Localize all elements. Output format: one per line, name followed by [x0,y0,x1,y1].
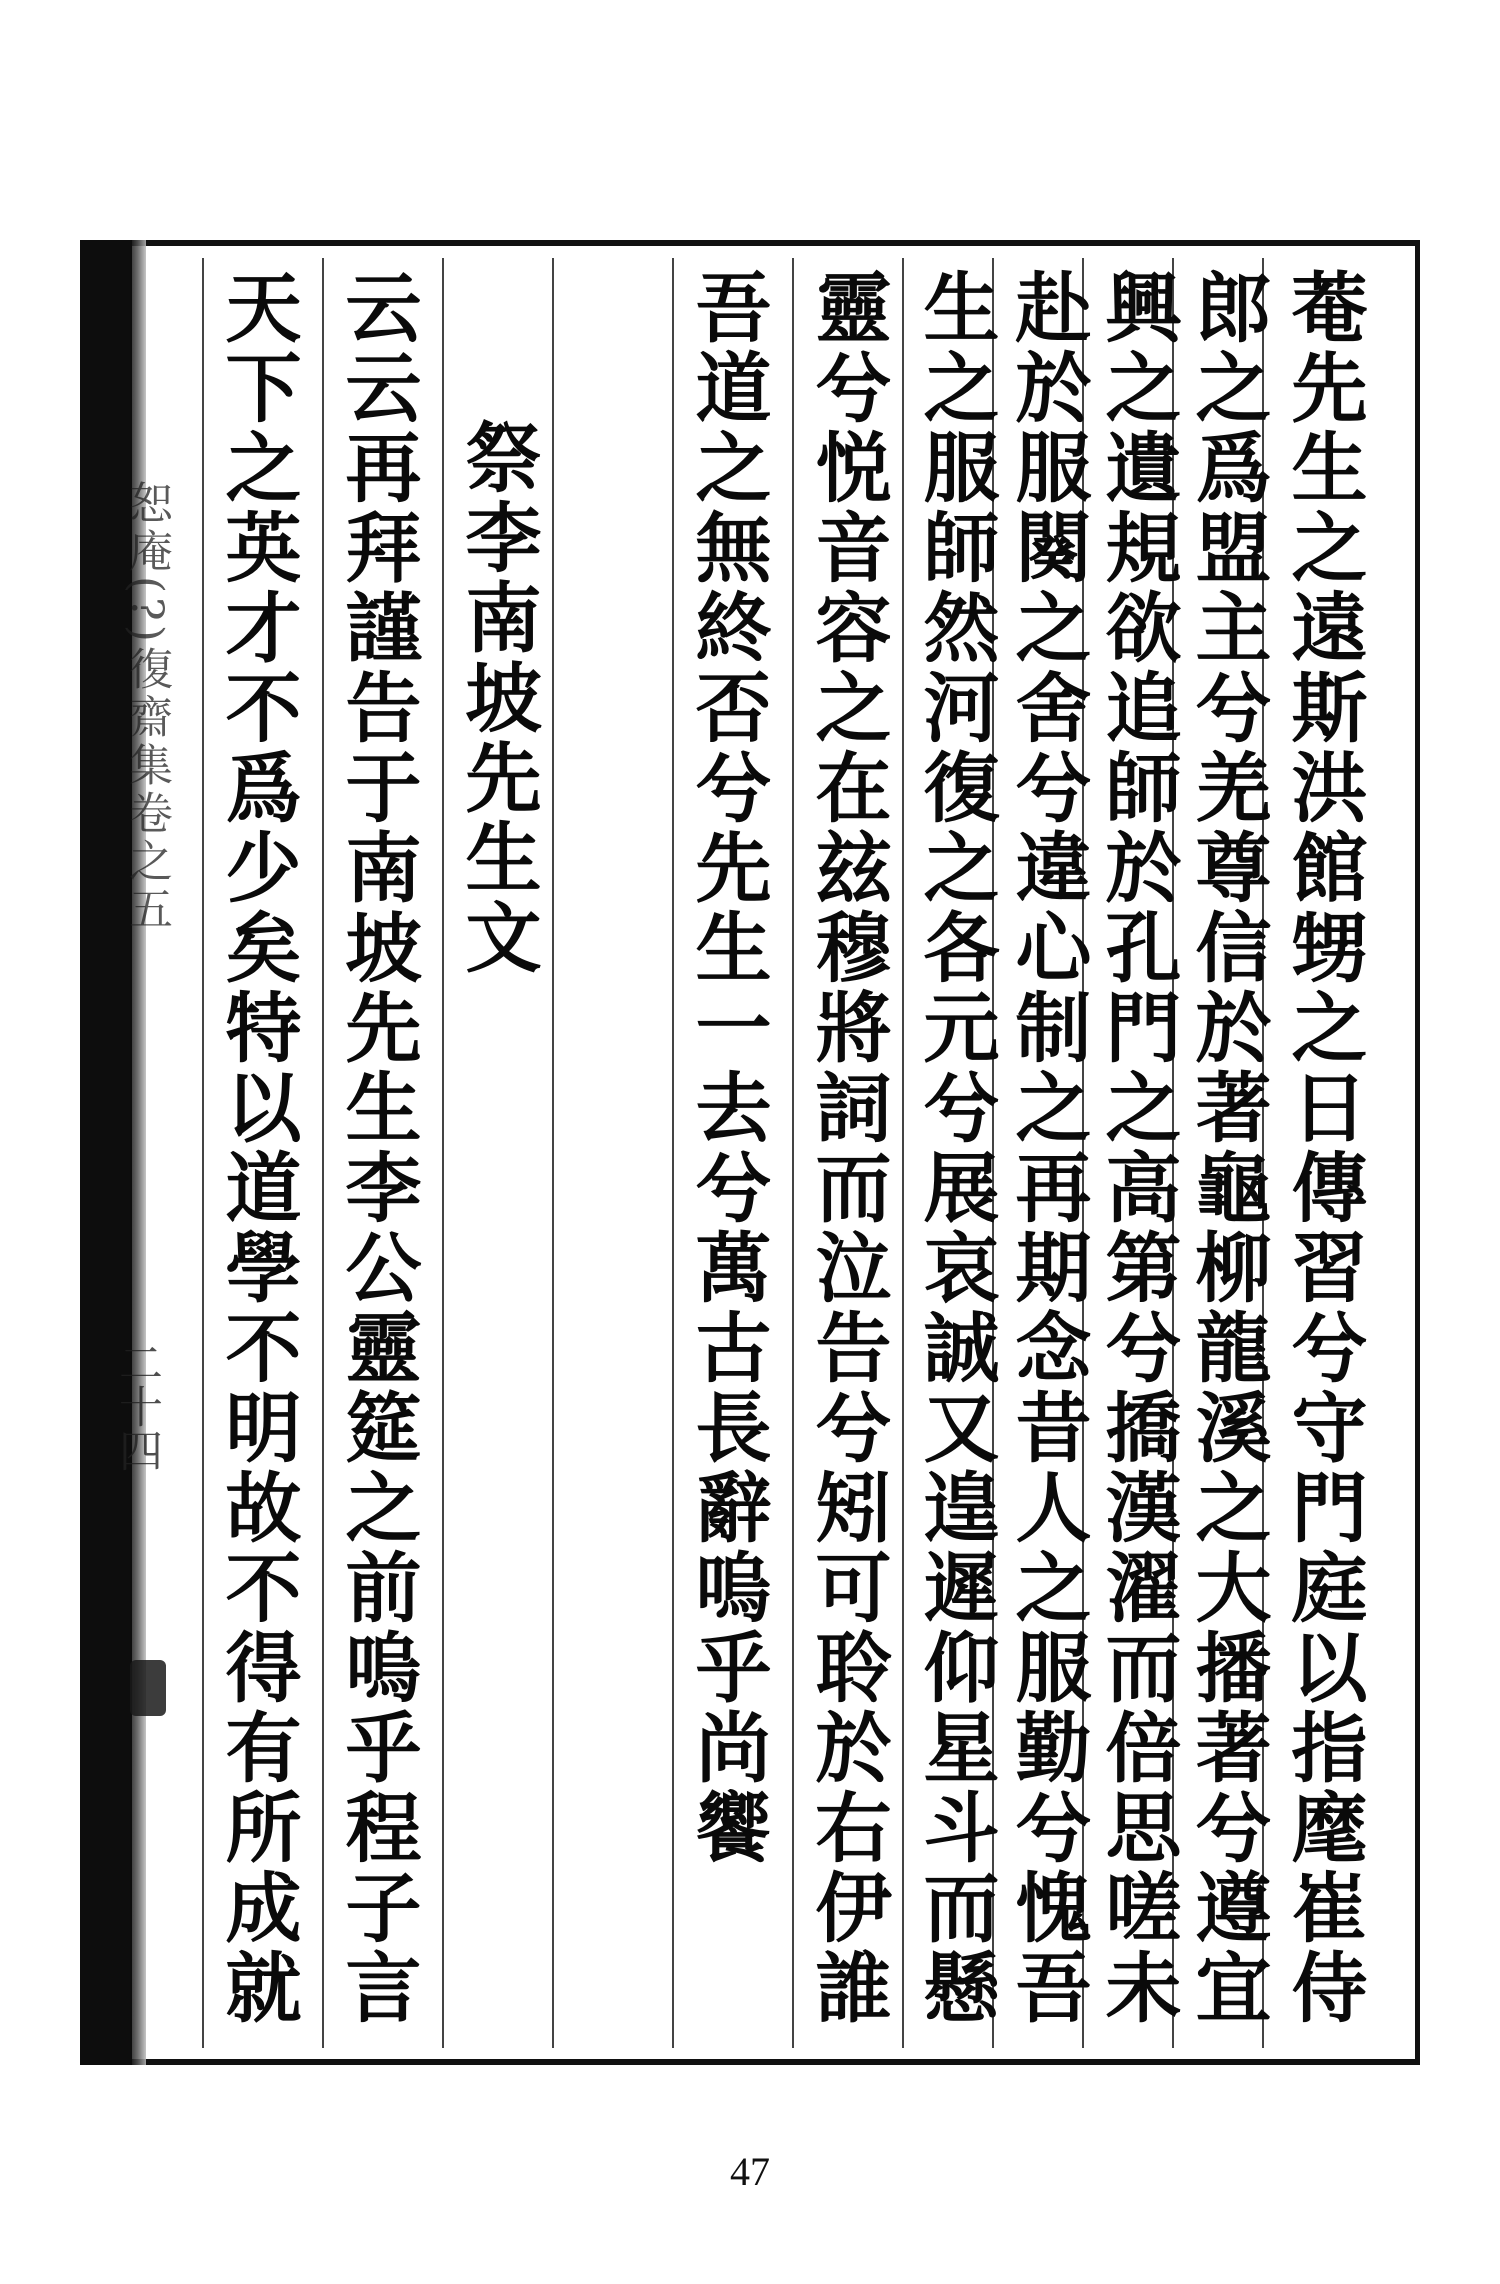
column-rule [322,258,324,2048]
column-rule [202,258,204,2048]
text-column: 生之服師然河復之各元兮展哀誠又遑遲仰星斗而懸 [911,268,1000,2028]
column-rule [552,258,554,2048]
text-column: 云云再拜謹告于南坡先生李公靈筵之前嗚乎程子言 [333,268,422,2028]
fold-title: 恕庵(?)復齋集卷之五 [121,480,172,934]
text-column: 天下之英才不爲少矣特以道學不明故不得有所成就 [213,268,302,2028]
text-column: 赴於服闋之舍兮違心制之再期念昔人之服勤兮愧吾 [1003,268,1092,2028]
column-rule [902,258,904,2048]
essay-title: 祭李南坡先生文 [453,418,542,978]
column-rule [442,258,444,2048]
text-column: 靈兮悦音容之在玆穆將詞而泣告兮矧可聆於右伊誰 [803,268,892,2028]
fold-fish-tail-mark [130,1660,166,1716]
text-column: 郎之爲盟主兮羌尊信於著龜柳龍溪之大播著兮遵宜 [1183,268,1272,2028]
page-number: 47 [730,2149,770,2194]
fold-leaf-number: 二十四 [111,1340,162,1472]
text-column: 吾道之無終否兮先生一去兮萬古長辭嗚乎尚饗 [683,268,772,1868]
text-column: 興之遺規欲追師於孔門之高第兮撟漢濯而倍思嗟未 [1093,268,1182,2028]
text-column: 菴先生之遠斯洪館甥之日傳習兮守門庭以指麾崔侍 [1279,268,1368,2028]
text-column [562,268,652,2048]
column-rule [672,258,674,2048]
column-rule [792,258,794,2048]
